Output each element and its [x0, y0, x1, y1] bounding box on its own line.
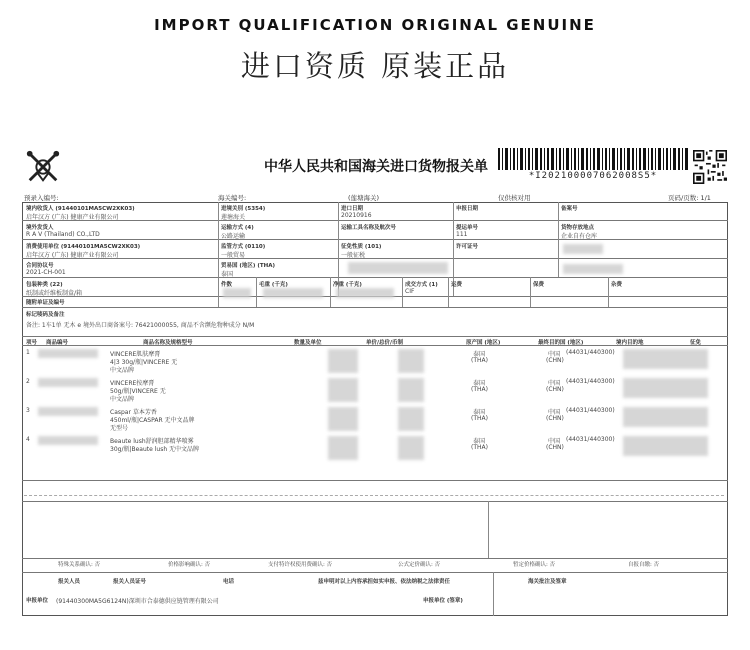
- goods-no: 3: [26, 407, 30, 414]
- consumer-unit-value: 启年汉方 (广东) 健康产业有限公司: [26, 252, 119, 259]
- attached-docs-label: 随附单证及编号: [26, 300, 65, 306]
- supervision-value: 一般贸易: [221, 252, 246, 259]
- goods-spec: 30g/瓶|Beaute lush 无中文品牌: [110, 446, 200, 453]
- formula-price-confirm: 公式定价确认: 否: [398, 562, 441, 568]
- barcode-number: *I202100007062008S5*: [528, 171, 658, 181]
- banner-title-cn: 进口资质 原装正品: [240, 49, 510, 83]
- supervision-label: 监管方式 (0110): [221, 244, 266, 250]
- goods-origin: 泰国: [473, 380, 486, 387]
- goods-spec: 50g/瓶|VINCERE 无: [110, 388, 166, 395]
- goods-header-price: 单价/总价/币制: [366, 340, 404, 346]
- transport-mode-value: 公路运输: [221, 233, 246, 240]
- storage-label: 货物存放地点: [561, 225, 595, 231]
- entry-port-label: 进境关别 (5354): [221, 206, 266, 212]
- goods-brand: 中文品牌: [110, 396, 135, 403]
- customs-note-label: 海关批注及签章: [528, 579, 567, 585]
- goods-header-code: 商品编号: [46, 340, 69, 346]
- goods-dest: 中国: [548, 351, 561, 358]
- customs-number-label: 海关编号:: [218, 194, 247, 202]
- goods-header-origin: 原产国 (地区): [466, 340, 501, 346]
- goods-header-local: 境内目的地: [616, 340, 644, 346]
- goods-local: (44031/440300): [566, 407, 615, 414]
- goods-local: (44031/440300): [566, 349, 615, 356]
- declarant-cert-label: 报关人员证号: [113, 579, 147, 585]
- pieces-label: 件数: [221, 282, 233, 288]
- shipper-label: 境外发货人: [26, 225, 54, 231]
- consignee-label: 境内收货人 (91440101MA5CW2XK03): [26, 206, 135, 212]
- license-label: 许可证号: [456, 244, 479, 250]
- goods-no: 2: [26, 378, 30, 385]
- package-type-value: 纸制或纤维板制盒/箱: [26, 290, 83, 297]
- barcode-icon: [498, 148, 688, 170]
- goods-header-no: 项号: [26, 340, 38, 346]
- shipper-value: R A V (Thailand) CO.,LTD: [26, 231, 100, 238]
- goods-name: VINCERE肌肤摩膏: [110, 351, 161, 358]
- goods-no: 1: [26, 349, 30, 356]
- special-relation-confirm: 特殊关系确认: 否: [58, 562, 101, 568]
- legal-statement: 兹申明对以上内容承担如实申报、依法纳税之法律责任: [318, 579, 451, 585]
- import-date-label: 进口日期: [341, 206, 364, 212]
- page-count: 页码/页数: 1/1: [668, 194, 711, 202]
- goods-dest-code: (CHN): [546, 415, 564, 422]
- net-weight-label: 净重 (千克): [333, 282, 362, 288]
- qr-code-icon: [693, 150, 727, 184]
- goods-header-dest: 最终目的国 (地区): [538, 340, 584, 346]
- deal-mode-value: CIF: [405, 288, 415, 295]
- customs-office: (莲塘海关): [348, 194, 380, 202]
- goods-header-qty: 数量及单位: [294, 340, 322, 346]
- entry-port-value: 莲塘海关: [221, 214, 246, 221]
- pre-entry-number-label: 预录入编号:: [24, 194, 59, 202]
- bill-number-label: 提运单号: [456, 225, 479, 231]
- goods-brand: 中文品牌: [110, 367, 135, 374]
- deal-mode-label: 成交方式 (1): [405, 282, 438, 288]
- provisional-price-confirm: 暂定价格确认: 否: [513, 562, 556, 568]
- gross-weight-label: 毛重 (千克): [259, 282, 288, 288]
- goods-spec: 4|3 30g/瓶|VINCERE 无: [110, 359, 178, 366]
- declare-date-label: 申报日期: [456, 206, 479, 212]
- goods-dest: 中国: [548, 438, 561, 445]
- goods-origin: 泰国: [473, 438, 486, 445]
- goods-dest: 中国: [548, 380, 561, 387]
- price-impact-confirm: 价格影响确认: 否: [168, 562, 211, 568]
- declare-unit-label: 申报单位: [26, 598, 49, 604]
- goods-dest-code: (CHN): [546, 444, 564, 451]
- goods-origin-code: (THA): [471, 386, 488, 393]
- tax-nature-label: 征免性质 (101): [341, 244, 382, 250]
- goods-name: Caspar 草本芳香: [110, 409, 157, 416]
- goods-brand: 无型号: [110, 425, 129, 432]
- goods-spec: 450ml/瓶|CASPAR 无中文品牌: [110, 417, 195, 424]
- trade-country-value: 泰国: [221, 271, 234, 278]
- goods-dest-code: (CHN): [546, 386, 564, 393]
- goods-dest-code: (CHN): [546, 357, 564, 364]
- tax-nature-value: 一般征税: [341, 252, 366, 259]
- customs-declaration-form: [18, 140, 734, 618]
- freight-label: 运费: [451, 282, 463, 288]
- declare-seal-label: 申报单位 (签章): [423, 598, 463, 604]
- consumer-unit-label: 消费使用单位 (91440101MA5CW2XK03): [26, 244, 141, 250]
- copy-note: 仅供核对用: [498, 194, 531, 202]
- storage-value: 企业自有仓库: [561, 233, 598, 240]
- other-fee-label: 杂费: [611, 282, 623, 288]
- goods-header-tax: 征免: [690, 340, 702, 346]
- goods-origin: 泰国: [473, 351, 486, 358]
- goods-header-name: 商品名称及规格型号: [143, 340, 193, 346]
- insurance-label: 保费: [533, 282, 545, 288]
- transport-mode-label: 运输方式 (4): [221, 225, 254, 231]
- goods-no: 4: [26, 436, 30, 443]
- contract-value: 2021-CH-001: [26, 269, 66, 276]
- goods-local: (44031/440300): [566, 436, 615, 443]
- remarks-value: 备注: 1车1单 无木 e 境外出口商备案号: 76421000055, 商品不含濒危物种成分 N/M: [26, 322, 255, 329]
- declare-unit-value: (91440300MA5G6124N)深圳市合泰德供应链管理有限公司: [56, 598, 219, 605]
- goods-origin-code: (THA): [471, 444, 488, 451]
- royalty-confirm: 支付特许权使用费确认: 否: [268, 562, 333, 568]
- goods-origin-code: (THA): [471, 415, 488, 422]
- package-type-label: 包装种类 (22): [26, 282, 63, 288]
- record-number-label: 备案号: [561, 206, 578, 212]
- goods-dest: 中国: [548, 409, 561, 416]
- contract-label: 合同协议号: [26, 263, 54, 269]
- banner-title-en: IMPORT QUALIFICATION ORIGINAL GENUINE: [154, 16, 596, 34]
- goods-origin: 泰国: [473, 409, 486, 416]
- trade-country-label: 贸易国 (地区) (THA): [221, 263, 275, 269]
- phone-label: 电话: [223, 579, 235, 585]
- goods-origin-code: (THA): [471, 357, 488, 364]
- goods-local: (44031/440300): [566, 378, 615, 385]
- declarant-label: 报关人员: [58, 579, 81, 585]
- goods-name: Beaute lush舒润胆部精华喷雾: [110, 438, 194, 445]
- import-date-value: 20210916: [341, 212, 372, 219]
- bill-number-value: 111: [456, 231, 468, 238]
- goods-name: VINCERE按摩膏: [110, 380, 155, 387]
- marks-label: 标记唛码及备注: [26, 312, 65, 318]
- self-declare-confirm: 自报自缴: 否: [628, 562, 660, 568]
- consignee-value: 启年汉方 (广东) 健康产业有限公司: [26, 214, 119, 221]
- vessel-label: 运输工具名称及航次号: [341, 225, 397, 231]
- declaration-title: 中华人民共和国海关进口货物报关单: [264, 159, 488, 175]
